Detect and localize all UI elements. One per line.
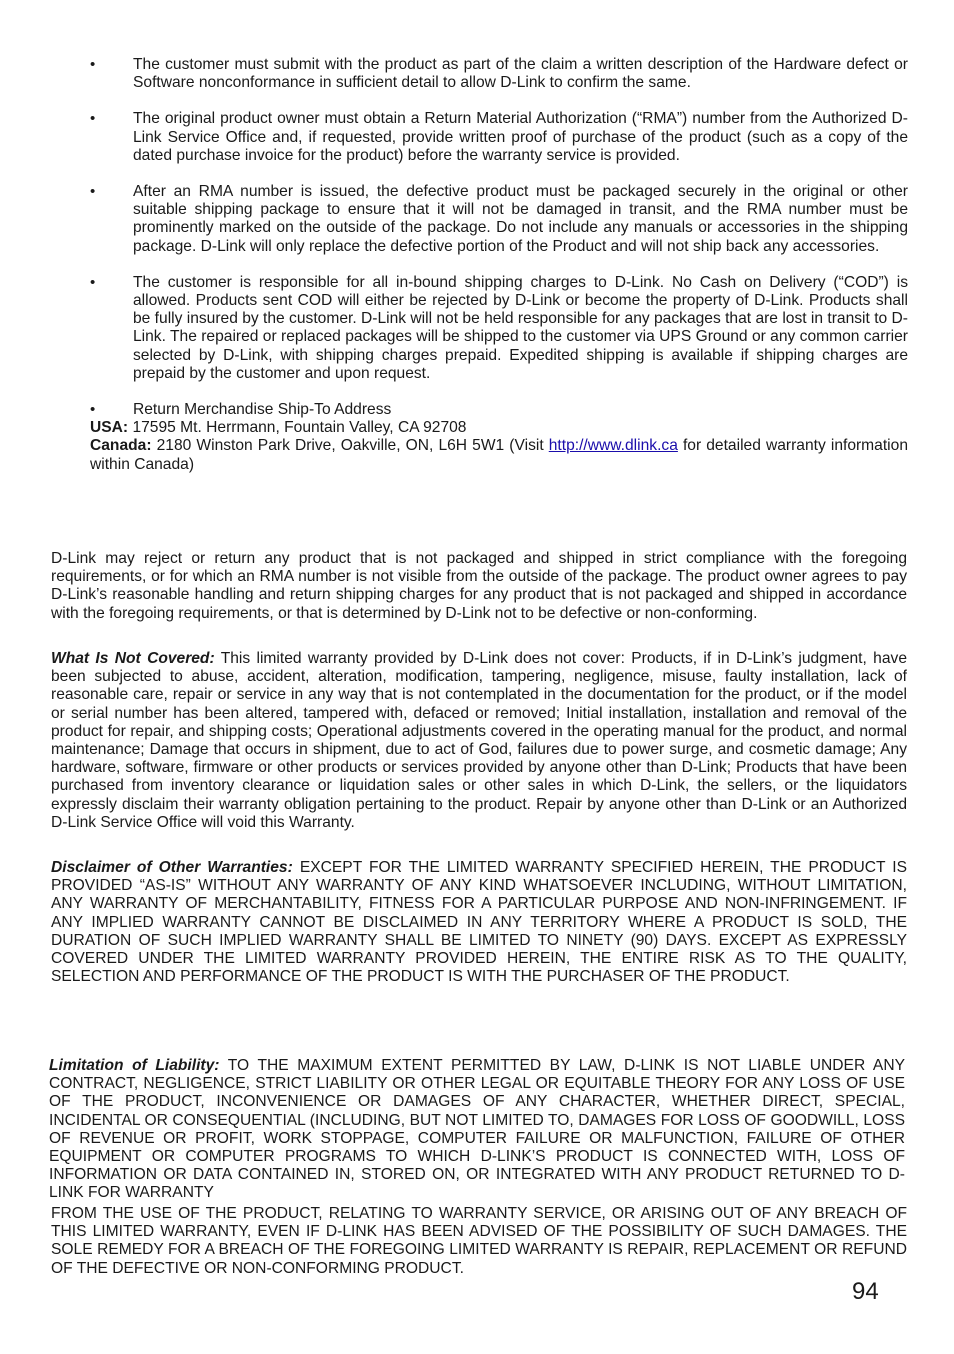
list-item-text: The customer must submit with the product as part of the claim a written description of the Hardware defect or Software nonconformance in sufficient detail to allow D-Link to confirm the same. (133, 56, 908, 92)
usa-label: USA: (90, 419, 129, 437)
list-item (90, 183, 908, 256)
not-covered-text: This limited warranty provided by D-Link does not cover: Products, if in D-Link’s judgment, have been subjected to abuse, accident, alteration, modification, tampering, negligence, misuse, faulty installation, lack of reasonable care, repair or service in any way that is not contemplated in the documentation for the product, or if the model or serial number has been altered, tampered with, defaced or removed; Initial installation, installation and removal of the product for repair, and shipping costs; Operational adjustments covered in the operating manual for the product, and normal maintenance; Damage that occurs in shipment, due to act of God, failures due to power surge, and cosmetic damage; Any hardware, software, firmware or other products or services provided by anyone other than D-Link; Products that have been purchased from inventory clearance or liquidation sales or other sales in which D-Link, the sellers, or the liquidators expressly disclaim their warranty obligation pertaining to the product. Repair by anyone other than D-Link or an Authorized D-Link Service Office will void this Warranty. (51, 650, 907, 831)
limitation-paragraph (49, 1057, 905, 1203)
ship-to-item (90, 401, 908, 474)
list-item (90, 56, 908, 92)
bullet-icon: • (90, 273, 96, 291)
usa-address (90, 419, 908, 437)
dlink-canada-link[interactable]: http://www.dlink.ca (548, 437, 678, 455)
not-covered-heading: What Is Not Covered: (51, 650, 215, 667)
not-covered-paragraph (51, 650, 907, 832)
page-number: 94 (852, 1278, 879, 1305)
list-item-text: The customer is responsible for all in-bound shipping charges to D-Link. No Cash on Delivery (“COD”) is allowed. Products sent COD will either be rejected by D-Link or become the property of D-Link. Products shall be fully insured by the customer. D-Link will not be held responsible for any packages that are lost in transit to D-Link. The repaired or replaced packages will be shipped to the customer via UPS Ground or any common carrier selected by D-Link, with shipping charges prepaid. Expedited shipping is available if shipping charges are prepaid by the customer and upon request. (133, 273, 908, 382)
requirements-list (90, 56, 908, 474)
bullet-icon: • (90, 56, 96, 73)
canada-address (90, 437, 908, 473)
reject-paragraph: D-Link may reject or return any product that is not packaged and shipped in strict compliance with the foregoing requirements, or for which an RMA number is not visible from the outside of the package. The product owner agrees to pay D-Link’s reasonable handling and return shipping charges for any product that is not packaged and shipped in accordance with the foregoing requirements, or that is determined by D-Link not to be defective or non-conforming. (51, 550, 907, 622)
disclaimer-paragraph (51, 859, 907, 986)
ship-to-heading: Return Merchandise Ship-To Address (133, 401, 392, 419)
list-item (90, 110, 908, 165)
list-item (90, 274, 908, 383)
bullet-icon: • (90, 110, 96, 128)
bullet-icon: • (90, 183, 96, 201)
limitation-paragraph-continued: FROM THE USE OF THE PRODUCT, RELATING TO WARRANTY SERVICE, OR ARISING OUT OF ANY BREACH OF THIS LIMITED WARRANTY, EVEN IF D-LINK HAS BEEN ADVISED OF THE POSSIBILITY OF SUCH DAMAGES. THE SOLE REMEDY FOR A BREACH OF THE FOREGOING LIMITED WARRANTY IS REPAIR, REPLACEMENT OR REFUND OF THE DEFECTIVE OR NON-CONFORMING PRODUCT. (51, 1205, 907, 1277)
limitation-text: TO THE MAXIMUM EXTENT PERMITTED BY LAW, D-LINK IS NOT LIABLE UNDER ANY CONTRACT, NEGLIGENCE, STRICT LIABILITY OR OTHER LEGAL OR EQUITABLE THEORY FOR ANY LOSS OF USE OF THE PRODUCT, INCONVENIENCE OR DAMAGES OF ANY CHARACTER, WHETHER DIRECT, SPECIAL, INCIDENTAL OR CONSEQUENTIAL (INCLUDING, BUT NOT LIMITED TO, DAMAGES FOR LOSS OF GOODWILL, LOSS OF REVENUE OR PROFIT, WORK STOPPAGE, COMPUTER FAILURE OR MALFUNCTION, FAILURE OF OTHER EQUIPMENT OR COMPUTER PROGRAMS TO WHICH D-LINK’S PRODUCT IS CONNECTED WITH, LOSS OF INFORMATION OR DATA CONTAINED IN, STORED ON, OR INTEGRATED WITH ANY PRODUCT RETURNED TO D-LINK FOR WARRANTY (49, 1057, 905, 1202)
disclaimer-text: EXCEPT FOR THE LIMITED WARRANTY SPECIFIED HEREIN, THE PRODUCT IS PROVIDED “AS-IS” WITHOUT ANY WARRANTY OF ANY KIND WHATSOEVER INCLUDING, WITHOUT LIMITATION, ANY WARRANTY OF MERCHANTABILITY, FITNESS FOR A PARTICULAR PURPOSE AND NON-INFRINGEMENT. IF ANY IMPLIED WARRANTY CANNOT BE DISCLAIMED IN ANY TERRITORY WHERE A PRODUCT IS SOLD, THE DURATION OF SUCH IMPLIED WARRANTY SHALL BE LIMITED TO NINETY (90) DAYS. EXCEPT AS EXPRESSLY COVERED UNDER THE LIMITED WARRANTY PROVIDED HEREIN, THE ENTIRE RISK AS TO THE QUALITY, SELECTION AND PERFORMANCE OF THE PRODUCT IS WITH THE PURCHASER OF THE PRODUCT. (51, 859, 907, 986)
canada-address-text: 2180 Winston Park Drive, Oakville, ON, L6H 5W1 (Visit (151, 437, 549, 455)
canada-address-note: for detailed warranty information within Canada) (90, 437, 908, 473)
list-item-text: The original product owner must obtain a Return Material Authorization (“RMA”) number from the Authorized D-Link Service Office and, if requested, provide written proof of purchase of the product (such as a copy of the dated purchase invoice for the product) before the warranty service is provided. (133, 110, 908, 164)
list-item-text: After an RMA number is issued, the defective product must be packaged securely in the original or other suitable shipping package to ensure that it will not be damaged in transit, and the RMA number must be prominently marked on the outside of the package. Do not include any manuals or accessories in the shipping package. D-Link will only replace the defective portion of the Product and will not ship back any accessories. (133, 183, 908, 255)
limitation-heading: Limitation of Liability: (49, 1057, 220, 1074)
ship-to-addresses (90, 419, 908, 474)
canada-label: Canada: (90, 437, 152, 455)
bullet-icon: • (90, 401, 96, 419)
disclaimer-heading: Disclaimer of Other Warranties: (51, 859, 293, 876)
usa-address-text: 17595 Mt. Herrmann, Fountain Valley, CA 92708 (128, 419, 467, 437)
